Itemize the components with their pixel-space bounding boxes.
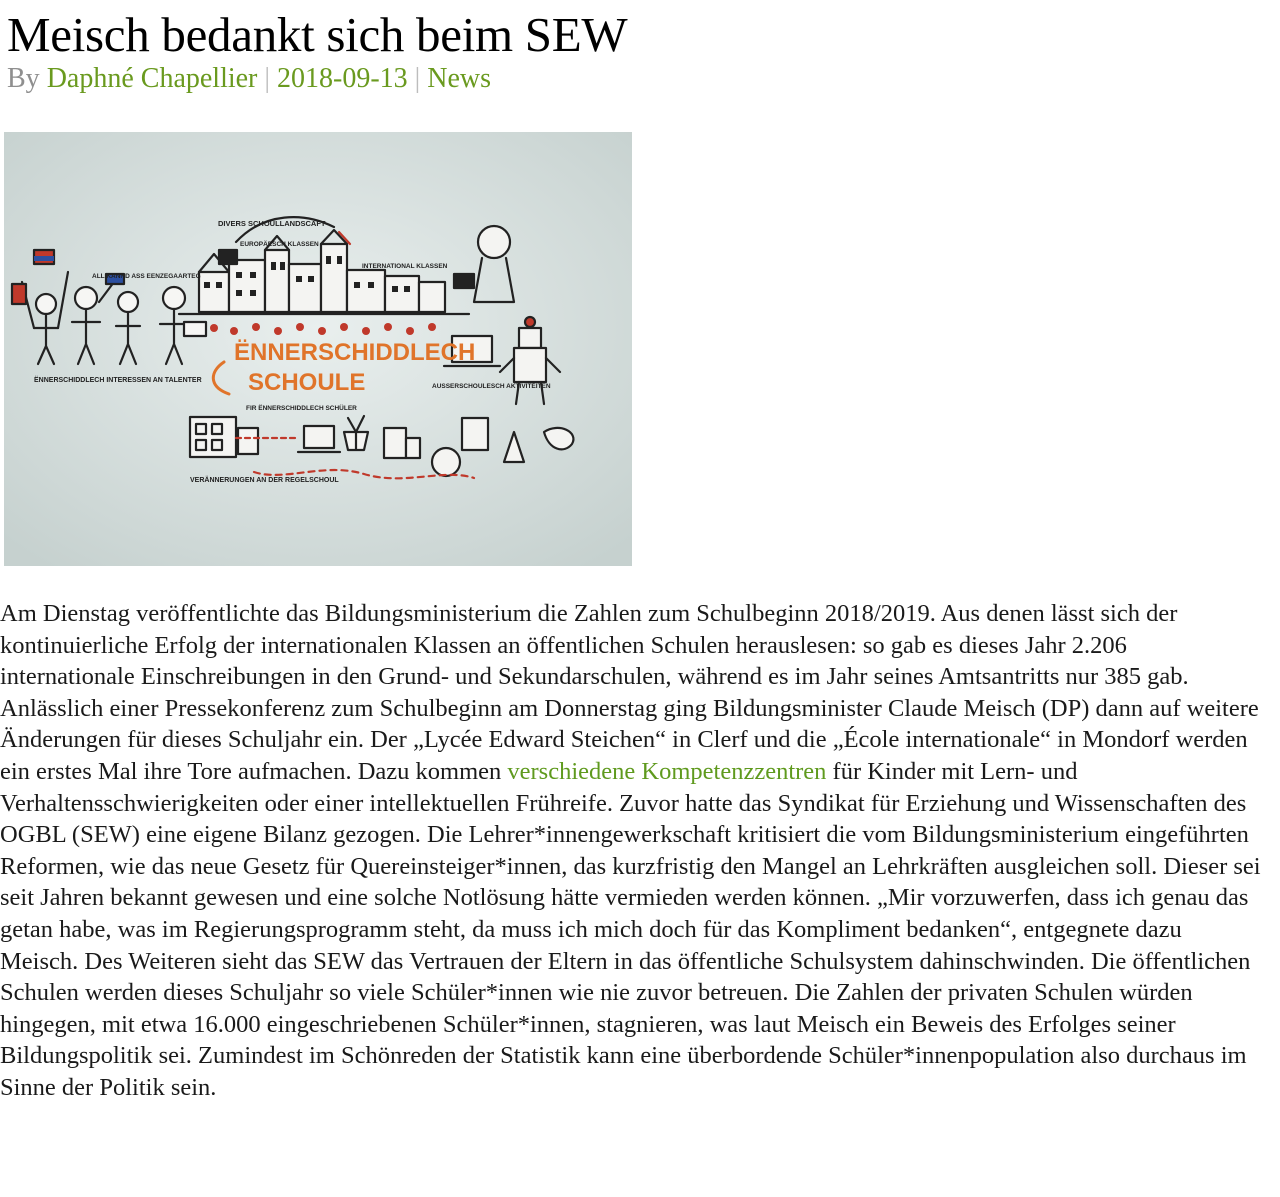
label-allkanner: ALL KANND ASS EENZEGAARTEG <box>92 273 201 280</box>
kompetenzzentren-link[interactable]: verschiedene Kompetenzzentren <box>507 757 827 785</box>
category-link[interactable]: News <box>427 63 492 94</box>
label-interessen: ËNNERSCHIDDLECH INTERESSEN AN TALENTER <box>34 377 202 384</box>
meta-by-prefix: By <box>7 63 40 94</box>
label-aktiviteiten: AUSSERSCHOULESCH AKTIVITÉITEN <box>432 383 551 390</box>
meta-separator: | <box>264 63 270 94</box>
article-body <box>0 598 1262 1104</box>
label-europaesch: EUROPÄESCH KLASSEN <box>240 241 319 248</box>
article-image <box>4 132 632 566</box>
label-main-1: ËNNERSCHIDDLECH <box>234 339 476 366</box>
author-link[interactable]: Daphné Chapellier <box>46 63 258 94</box>
illustration-drawing <box>4 132 632 566</box>
article <box>7 0 1269 96</box>
body-text-part-2: für Kinder mit Lern- und Verhaltensschwierigkeiten oder einer intellektuellen Frühreife. Zuvor hatte das Syndikat für Erziehung und Wissenschaften des OGBL (SEW) eine eigene Bilanz gezogen. Die Lehrer*innengewerkschaft kritisiert die vom Bildungsministerium eingeführten Reformen, wie das neue Gesetz für Quereinsteiger*innen, das kurzfristig den Mangel an Lehrkräften ausgleichen soll. Dieser sei seit Jahren bekannt gewesen und eine solche Notlösung hätte vermieden werden können. „Mir vorzuwerfen, dass ich genau das getan habe, was im Regierungsprogramm steht, da muss ich mich doch für das Kompliment bedanken“, entgegnete dazu Meisch. Des Weiteren sieht das SEW das Vertrauen der Eltern in das öffentliche Schulsystem dahinschwinden. Die öffentlichen Schulen werden dieses Schuljahr so viele Schüler*innen wie nie zuvor betreuen. Die Zahlen der privaten Schulen würden hingegen, mit etwa 16.000 eingeschriebenen Schüler*innen, stagnieren, was laut Meisch ein Beweis des Erfolges seiner Bildungspolitik sei. Zumindest im Schönreden der Statistik kann eine überbordende Schüler*innenpopulation also durchaus im Sinne der Politik sein. <box>0 757 1261 1101</box>
label-veraennerungen: VERÄNNERUNGEN AN DER REGELSCHOUL <box>190 477 339 484</box>
article-meta <box>7 62 1269 96</box>
label-fir: FIR ËNNERSCHIDDLECH SCHÜLER <box>246 405 357 412</box>
label-main-2: SCHOULE <box>248 369 366 396</box>
article-title: Meisch bedankt sich beim SEW <box>7 7 628 62</box>
date-link[interactable]: 2018-09-13 <box>277 63 408 94</box>
label-international: INTERNATIONAL KLASSEN <box>362 263 448 270</box>
meta-separator: | <box>414 63 421 94</box>
body-text-part-1: Am Dienstag veröffentlichte das Bildungsministerium die Zahlen zum Schulbeginn 2018/2019. Aus denen lässt sich der kontinuierliche Erfolg der internationalen Klassen an öffentlichen Schulen herauslesen: so gab es dieses Jahr 2.206 internationale Einschreibungen in den Grund- und Sekundarschulen, während es im Jahr seines Amtsantritts nur 385 gab. Anlässlich einer Pressekonferenz zum Schulbeginn am Donnerstag ging Bildungsminister Claude Meisch (DP) dann auf weitere Änderungen für dieses Schuljahr ein. Der „Lycée Edward Steichen“ in Clerf und die „École internationale“ in Mondorf werden ein erstes Mal ihre Tore aufmachen. Dazu kommen <box>0 600 1259 785</box>
label-divers: DIVERS SCHOULLANDSCAFT <box>218 219 326 228</box>
